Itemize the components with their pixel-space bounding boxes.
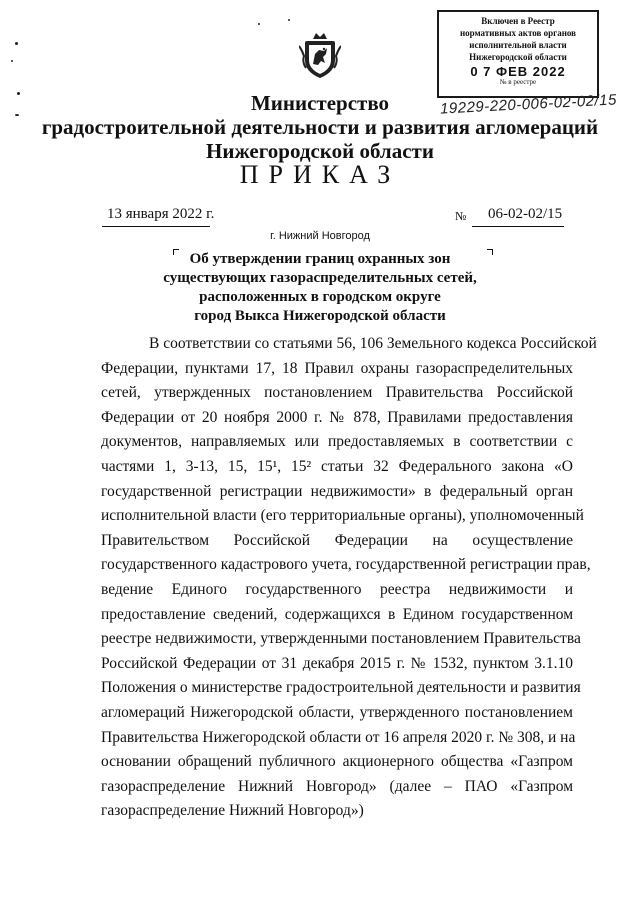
body-line: реестре недвижимости, утвержденными постановлением Правительства	[101, 630, 581, 648]
subject-line: расположенных в городском округе	[199, 289, 441, 305]
body-line: Российской Федерации от 31 декабря 2015 г. № 1532, пунктом 3.1.10	[101, 654, 573, 672]
body-line: Федерации, пунктами 17, 18 Правил охраны газораспределительных	[101, 359, 573, 377]
body-line: Правительства Нижегородской области от 16 апреля 2020 г. № 308, и на	[101, 728, 576, 746]
body-line: агломераций Нижегородской области, утвержденного постановлением	[101, 703, 573, 721]
stamp-reg-label: № в реестре	[499, 78, 537, 86]
coat-of-arms-icon	[299, 30, 341, 80]
scan-speck	[15, 42, 18, 45]
body-line: сетей, утвержденных постановлением Правительства Российской	[101, 384, 573, 402]
subject-line: существующих газораспределительных сетей,	[163, 270, 477, 286]
body-line: Правительством Российской Федерации на осуществление	[101, 531, 573, 549]
ministry-name-line-1: Министерство	[250, 91, 390, 115]
body-line: ведение Единого государственного реестра недвижимости и	[101, 580, 573, 598]
body-line: государственной регистрации недвижимости» в федеральный орган	[101, 482, 573, 500]
number-underline	[472, 226, 564, 227]
body-line: В соответствии со статьями 56, 106 Земельного кодекса Российской	[149, 335, 597, 352]
stamp-line-3: исполнительной власти	[469, 40, 567, 50]
stamp-line-4: Нижегородской области	[469, 52, 567, 62]
number-sign: №	[455, 209, 467, 223]
order-date: 13 января 2022 г.	[107, 206, 215, 222]
ministry-name-line-2: градостроительной деятельности и развития агломераций	[41, 115, 599, 139]
stamp-reg-number: 19229-220-006-02-02/15	[439, 91, 618, 118]
order-body	[101, 332, 597, 824]
scan-speck	[258, 23, 260, 25]
body-line: частями 1, 3-13, 15, 15¹, 15² статьи 32 Федерального закона «О	[101, 457, 573, 475]
subject-line: Об утверждении границ охранных зон	[189, 251, 451, 267]
body-line: государственного кадастрового учета, государственной регистрации прав,	[101, 556, 591, 574]
stamp-date: 0 7 ФЕВ 2022	[470, 64, 566, 79]
body-line: Федерации от 20 ноября 2000 г. № 878, Правилами предоставления	[101, 408, 573, 426]
scan-speck	[288, 19, 290, 21]
order-subject	[0, 250, 640, 326]
scan-speck	[11, 60, 13, 62]
stamp-line-2: нормативных актов органов	[459, 28, 577, 38]
stamp-line-1: Включен в Реестр	[481, 16, 555, 26]
date-underline	[102, 226, 210, 227]
registry-stamp	[437, 10, 599, 98]
body-line: газораспределение Нижний Новгород»)	[101, 802, 364, 820]
body-line: предоставление сведений, содержащихся в Едином государственном	[101, 605, 573, 623]
body-line: Положения о министерстве градостроительной деятельности и развития	[101, 679, 581, 697]
ministry-name-line-3: Нижегородской области	[206, 139, 434, 163]
body-line: документов, направляемых или предоставляемых в соответствии с	[101, 433, 573, 451]
ministry-header	[0, 91, 640, 163]
body-line: газораспределение Нижний Новгород» (далее – ПАО «Газпром	[101, 777, 573, 795]
subject-line: город Выкса Нижегородской области	[194, 308, 446, 324]
order-number: 06-02-02/15	[488, 206, 563, 222]
body-line: исполнительной власти (его территориальные органы), уполномоченный	[101, 507, 584, 525]
city: г. Нижний Новгород	[270, 230, 370, 242]
document-type-title: ПРИКАЗ	[239, 160, 401, 189]
body-line: основании обращений публичного акционерного общества «Газпром	[101, 753, 573, 771]
